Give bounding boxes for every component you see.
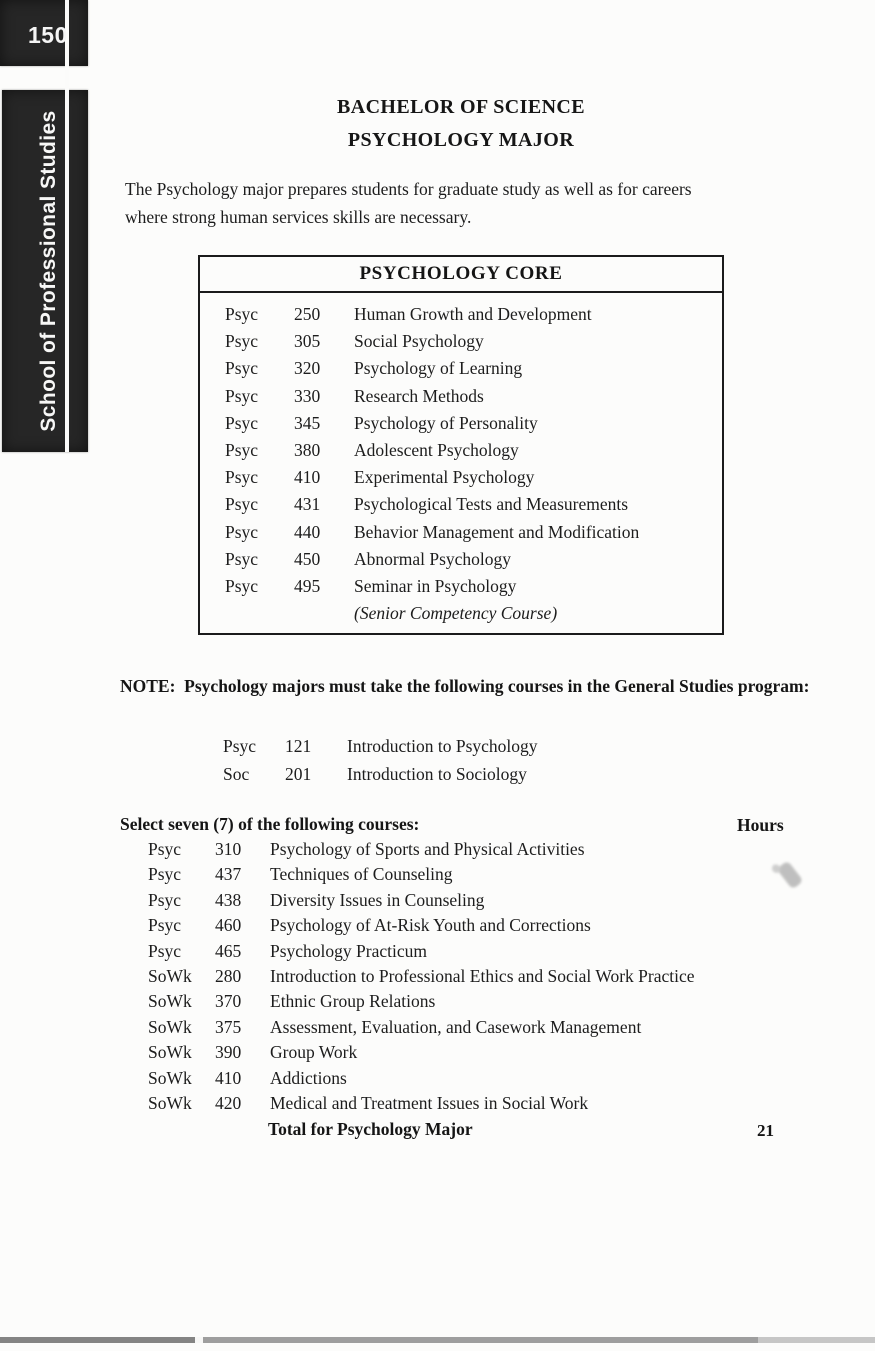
- course-number: 410: [215, 1067, 242, 1088]
- table-row: [200, 573, 722, 600]
- course-subject: Psyc: [148, 940, 182, 961]
- course-name: Introduction to Sociology: [347, 763, 527, 784]
- school-banner-label: School of Professional Studies: [37, 110, 60, 432]
- course-number: 495: [294, 576, 321, 597]
- course-name: Medical and Treatment Issues in Social Work: [270, 1093, 589, 1114]
- course-name: Ethnic Group Relations: [270, 991, 436, 1012]
- course-subject: Psyc: [225, 576, 259, 597]
- course-number: 280: [215, 966, 242, 987]
- course-name: Addictions: [270, 1067, 347, 1088]
- course-subject: SoWk: [148, 991, 192, 1012]
- course-subject: Psyc: [225, 467, 259, 488]
- course-number: 370: [215, 991, 242, 1012]
- table-row: [200, 519, 722, 546]
- course-subject: Psyc: [225, 331, 259, 352]
- course-number: 380: [294, 440, 321, 461]
- course-name: Psychology of Learning: [354, 358, 523, 379]
- course-subject: Psyc: [225, 412, 259, 433]
- course-subject: Psyc: [148, 864, 182, 885]
- course-name: Diversity Issues in Counseling: [270, 889, 485, 910]
- course-subject: Psyc: [223, 736, 257, 756]
- course-name: Research Methods: [354, 385, 484, 406]
- table-row: [148, 989, 695, 1014]
- senior-competency-note: (Senior Competency Course): [354, 603, 558, 624]
- course-subject: Soc: [223, 763, 250, 784]
- table-row: [200, 355, 722, 382]
- course-name: Seminar in Psychology: [354, 576, 517, 597]
- table-row: [148, 1066, 695, 1091]
- course-name: Psychological Tests and Measurements: [354, 494, 629, 515]
- table-row: [148, 1040, 695, 1065]
- table-row: [200, 301, 722, 328]
- course-number: 250: [294, 304, 321, 324]
- course-subject: Psyc: [225, 358, 259, 379]
- course-name: Psychology of Sports and Physical Activities: [270, 839, 585, 859]
- ink-smudge: [776, 860, 803, 889]
- course-subject: SoWk: [148, 1067, 192, 1088]
- course-name: Introduction to Professional Ethics and Social Work Practice: [270, 966, 695, 987]
- table-row: [200, 546, 722, 573]
- course-name: Experimental Psychology: [354, 467, 535, 488]
- table-row: [148, 913, 695, 938]
- course-subject: SoWk: [148, 1093, 192, 1114]
- core-table-title: PSYCHOLOGY CORE: [200, 257, 722, 293]
- course-number: 330: [294, 385, 321, 406]
- course-number: 320: [294, 358, 321, 379]
- course-name: Social Psychology: [354, 331, 484, 352]
- electives-heading: Select seven (7) of the following courses:: [120, 814, 420, 834]
- course-number: 420: [215, 1093, 242, 1114]
- table-row: [148, 837, 695, 862]
- table-row: [148, 888, 695, 913]
- table-row: [200, 491, 722, 518]
- table-row: [148, 1015, 695, 1040]
- psychology-core-table: [198, 255, 724, 635]
- table-row: [200, 437, 722, 464]
- course-number: 121: [285, 736, 312, 756]
- course-number: 310: [215, 839, 242, 859]
- course-name: Assessment, Evaluation, and Casework Management: [270, 1016, 642, 1037]
- course-number: 375: [215, 1016, 242, 1037]
- course-number: 201: [285, 763, 312, 784]
- course-number: 390: [215, 1042, 242, 1063]
- course-subject: Psyc: [225, 548, 259, 569]
- total-hours-value: 21: [757, 1121, 774, 1140]
- page-title-line1: BACHELOR OF SCIENCE: [336, 96, 585, 118]
- table-row: [223, 733, 538, 761]
- intro-line1: The Psychology major prepares students for graduate study as well as for careers: [125, 179, 692, 199]
- intro-line2: where strong human services skills are necessary.: [125, 206, 472, 227]
- table-row: [200, 410, 722, 437]
- course-number: 438: [215, 889, 242, 910]
- course-subject: SoWk: [148, 966, 192, 987]
- course-subject: Psyc: [225, 440, 259, 461]
- course-name: Psychology of At-Risk Youth and Corrections: [270, 915, 591, 936]
- bottom-scan-line: [0, 1337, 875, 1343]
- course-subject: Psyc: [148, 915, 182, 936]
- course-subject: Psyc: [225, 494, 259, 515]
- course-subject: Psyc: [148, 889, 182, 910]
- course-name: Behavior Management and Modification: [354, 521, 640, 542]
- course-name: Psychology Practicum: [270, 940, 427, 961]
- course-name: Adolescent Psychology: [354, 440, 519, 461]
- total-label: Total for Psychology Major: [268, 1119, 473, 1139]
- page-title: [120, 91, 802, 157]
- course-subject: Psyc: [225, 304, 259, 324]
- page-title-line2: PSYCHOLOGY MAJOR: [347, 129, 575, 151]
- table-row: [200, 464, 722, 491]
- course-subject: SoWk: [148, 1016, 192, 1037]
- course-number: 410: [294, 467, 321, 488]
- core-table-rows: [200, 293, 722, 627]
- course-subject: Psyc: [225, 521, 259, 542]
- intro-paragraph: [125, 176, 813, 231]
- course-number: 431: [294, 494, 321, 515]
- course-number: 345: [294, 412, 321, 433]
- electives-rows: [148, 837, 695, 1116]
- banner-divider-line: [65, 0, 69, 452]
- course-name: Group Work: [270, 1042, 358, 1063]
- table-row: [148, 939, 695, 964]
- course-name: Psychology of Personality: [354, 412, 538, 433]
- table-row: [200, 328, 722, 355]
- table-row: [148, 862, 695, 887]
- table-row: [200, 383, 722, 410]
- table-row: [148, 1091, 695, 1116]
- course-number: 465: [215, 940, 242, 961]
- general-studies-rows: [223, 733, 538, 788]
- course-subject: SoWk: [148, 1042, 192, 1063]
- course-number: 437: [215, 864, 242, 885]
- page-number: 150: [28, 22, 68, 48]
- course-number: 440: [294, 521, 321, 542]
- course-name: Introduction to Psychology: [347, 736, 538, 756]
- course-subject: Psyc: [225, 385, 259, 406]
- course-name: Abnormal Psychology: [354, 548, 512, 569]
- course-name: Human Growth and Development: [354, 304, 592, 324]
- course-number: 450: [294, 548, 321, 569]
- course-name: Techniques of Counseling: [270, 864, 453, 885]
- table-row: [148, 964, 695, 989]
- table-row: [223, 761, 538, 789]
- course-number: 305: [294, 331, 321, 352]
- note-paragraph: NOTE: Psychology majors must take the following courses in the General Studies program:: [120, 676, 810, 696]
- course-subject: Psyc: [148, 839, 182, 859]
- hours-column-header: Hours: [737, 815, 784, 835]
- course-number: 460: [215, 915, 242, 936]
